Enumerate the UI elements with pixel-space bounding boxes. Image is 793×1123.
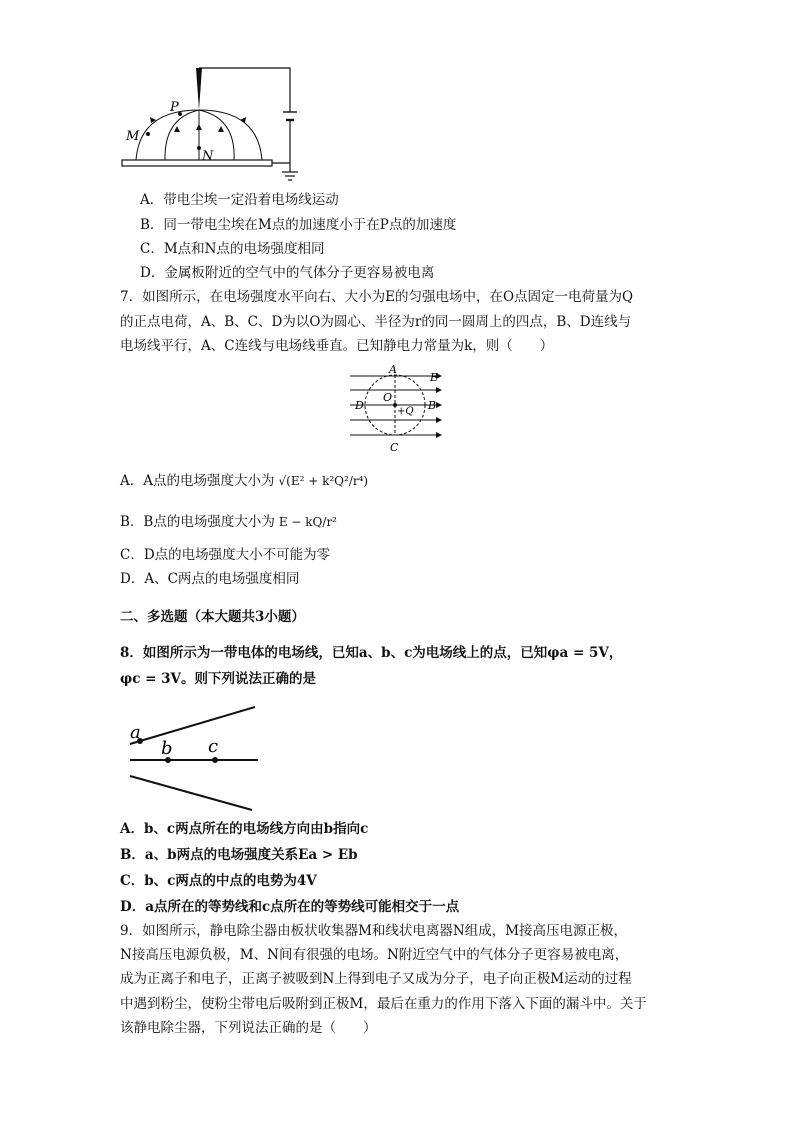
q8-option-c: C．b、c两点的中点的电势为4V [120,873,317,889]
label-D: D [355,399,364,412]
q9-stem-line-2: N接高压电源负极，M、N间有很强的电场。N附近空气中的气体分子更容易被电离， [120,947,629,963]
q6-option-b: B．同一带电尘埃在M点的加速度小于在P点的加速度 [140,217,457,233]
q7-option-d: D．A、C两点的电场强度相同 [120,571,300,587]
figure-uniform-field-circle [0,362,793,462]
q7-option-a-text: A．A点的电场强度大小为 [120,473,275,489]
figure-field-lines-plate [0,0,793,200]
label-N: N [202,149,214,164]
metal-plate [122,160,272,166]
q7-option-a [120,472,368,490]
label-C: C [390,441,399,454]
q7-stem-line-2: 的正点电荷，A、B、C、D为以O为圆心、半径为r的同一圆周上的四点，B、D连线与 [120,314,632,330]
q7-option-b-formula: E − kQ/r² [278,515,337,529]
label-Q: +Q [397,406,414,417]
q8-stem-line-1: 8．如图所示为一带电体的电场线，已知a、b、c为电场线上的点，已知φa = 5V， [120,645,623,661]
q9-stem-line-4: 中遇到粉尘，使粉尘带电后吸附到正极M，最后在重力的作用下落入下面的漏斗中。关于 [120,996,647,1012]
q9-stem-line-5: 该静电除尘器，下列说法正确的是（ ） [120,1020,377,1036]
q8-stem-line-2: φc = 3V。则下列说法正确的是 [120,671,317,687]
q6-option-d: D．金属板附近的空气中的气体分子更容易被电离 [140,265,435,281]
needle-electrode [196,68,202,110]
q7-stem-line-1: 7．如图所示，在电场强度水平向右、大小为E的匀强电场中，在O点固定一电荷量为Q [120,289,634,305]
q8-option-b: B．a、b两点的电场强度关系Ea > Eb [120,847,358,863]
q7-stem-line-3: 电场线平行，A、C连线与电场线垂直。已知静电力常量为k，则（ ） [120,338,554,354]
q7-option-a-formula: √(E² + k²Q²/r⁴) [278,474,369,488]
q6-option-a: A．带电尘埃一定沿着电场线运动 [140,192,339,208]
q9-stem-line-1: 9．如图所示，静电除尘器由板状收集器M和线状电离器N组成，M接高压电源正极， [120,923,628,939]
label-b: b [161,738,173,759]
label-a: a [130,722,141,743]
q8-option-d: D．a点所在的等势线和c点所在的等势线可能相交于一点 [120,899,460,915]
label-P: P [170,100,179,115]
section-heading: 二、多选题（本大题共3小题） [120,609,305,625]
q8-option-a: A．b、c两点所在的电场线方向由b指向c [120,821,369,837]
label-B: B [428,399,437,412]
label-c: c [208,736,219,757]
q7-option-c: C．D点的电场强度大小不可能为零 [120,547,331,563]
q7-option-b-text: B．B点的电场强度大小为 [120,514,275,530]
label-O: O [383,391,393,404]
q7-option-b [120,513,337,531]
label-E: E [430,371,439,384]
label-A: A [389,363,397,376]
label-M: M [126,129,140,144]
q6-option-c: C．M点和N点的电场强度相同 [140,241,325,257]
figure-field-lines-abc [0,700,793,810]
q9-stem-line-3: 成为正离子和电子，正离子被吸到N上得到电子又成为分子，电子向正极M运动的过程 [120,971,632,987]
